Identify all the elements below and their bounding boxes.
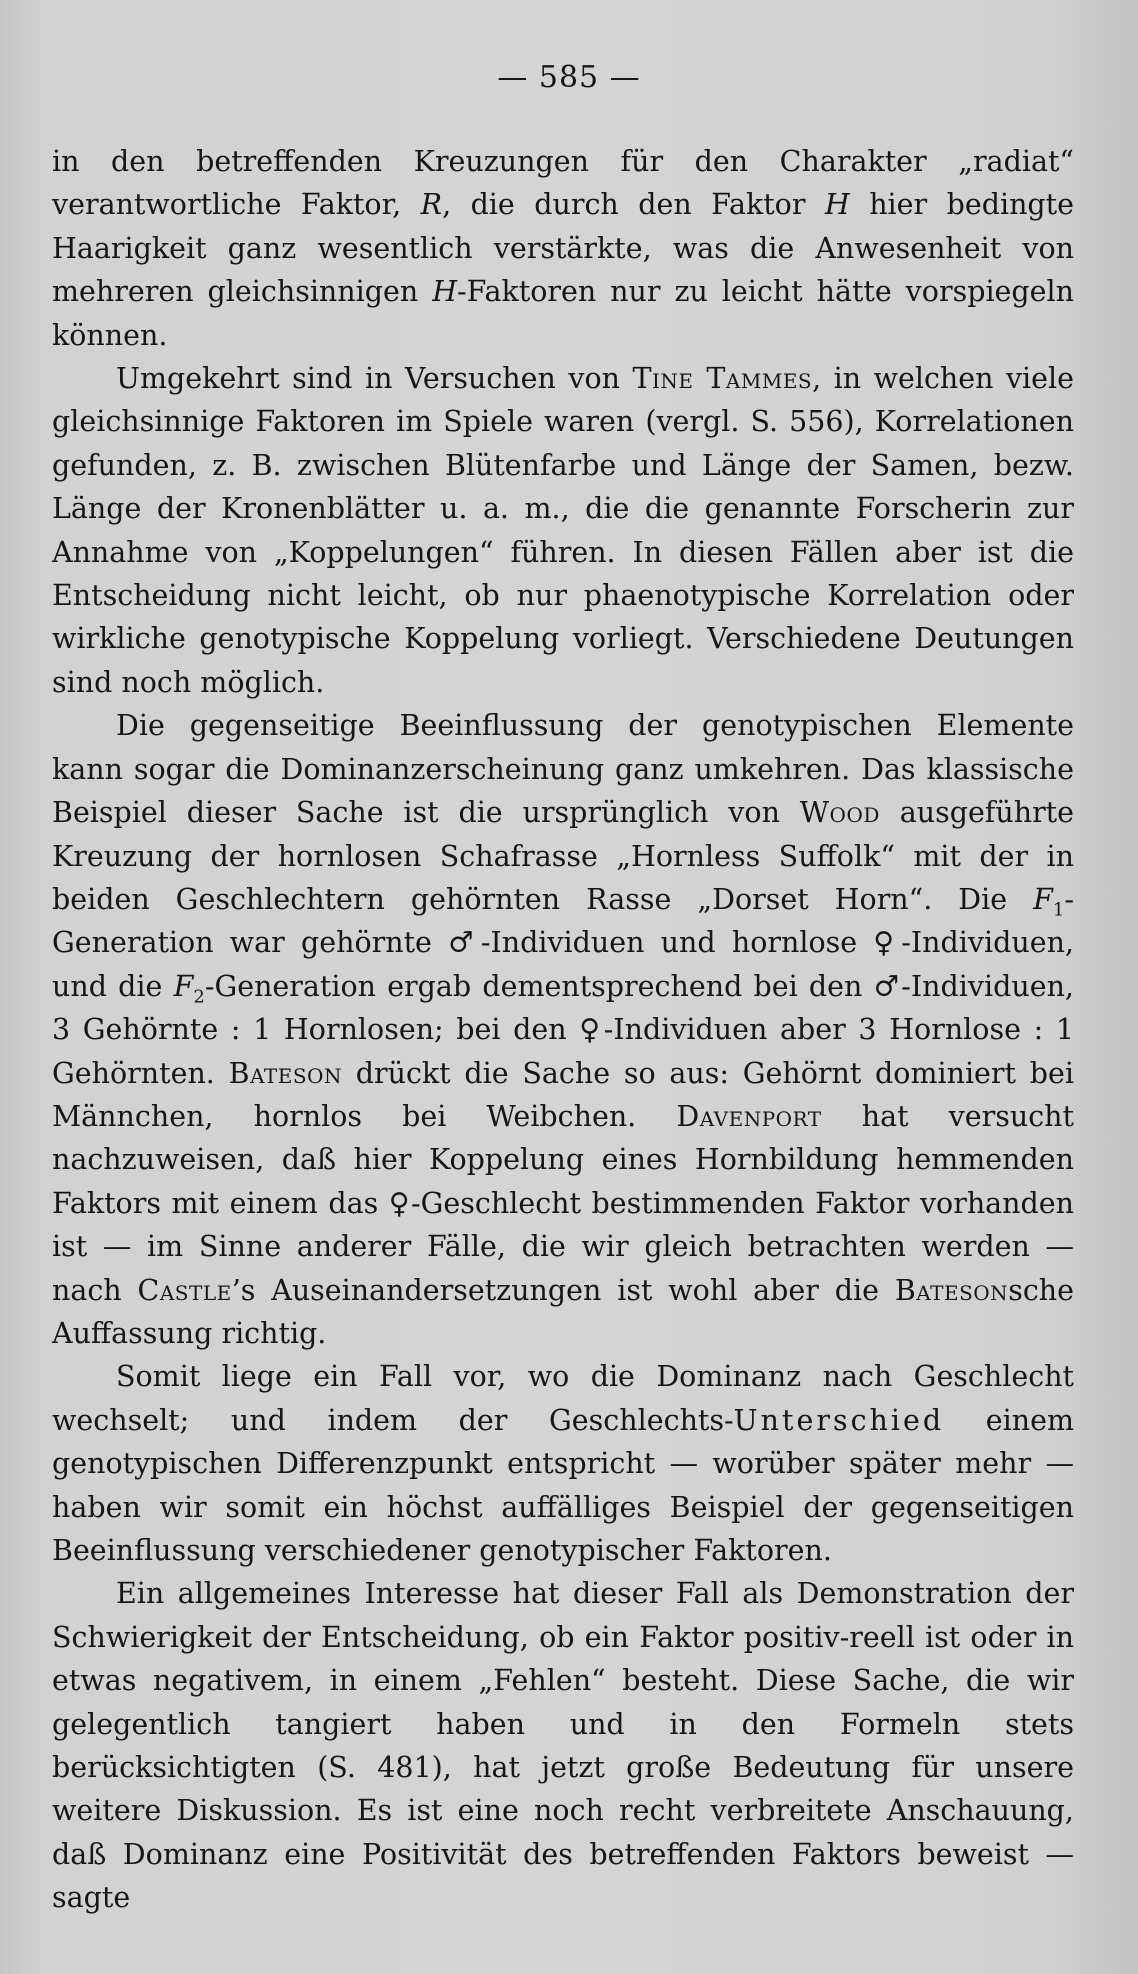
subscript: 1 [1052,899,1065,921]
text-run: sche Auffassung richtig. [52,1273,1074,1350]
author-name: Bateson [894,1273,1009,1307]
text-run: drückt die Sache so aus: Gehörnt dominiert bei Männchen, hornlos bei Weibchen. [52,1056,1074,1133]
body-text [52,140,1074,1920]
italic-symbol: F [1033,882,1053,916]
italic-symbol: H [432,275,458,309]
text-run: -Generation war gehörnte ♂-Individuen und hornlose ♀-Individuen, und die [52,882,1074,1003]
author-name: Tine Tammes [632,362,813,396]
text-run: hier bedingte Haarigkeit ganz wesentlich verstärkte, was die Anwesenheit von mehreren gleichsinnigen [52,188,1074,309]
text-run: -Generation ergab dementsprechend bei den ♂-Individuen, 3 Gehörnte : 1 Hornlosen; bei den ♀-Individuen aber 3 Hornlose : 1 Gehörnten. [52,969,1074,1090]
text-run: ’s Auseinandersetzungen ist wohl aber die [231,1273,895,1307]
text-run: Ein allgemeines Interesse hat dieser Fall als Demonstration der Schwierigkeit der Entscheidung, ob ein Faktor positiv-reell ist oder in etwas negativem, in einem „Fehlen“ besteht. Diese Sache, die wir gelegentlich tangiert haben und in den Formeln stets berücksichtigten (S. 481), hat jetzt große Bedeutung für unsere weitere Diskussion. Es ist eine noch recht verbreitete Anschauung, daß Dominanz eine Positivität des betreffenden Faktors beweist — sagte [52,1577,1074,1915]
text-run: hat versucht nachzuweisen, daß hier Koppelung eines Hornbildung hemmenden Faktors mit einem das ♀-Geschlecht bestimmenden Faktor vorhanden ist — im Sinne anderer Fälle, die wir gleich betrachten werden — nach [52,1099,1074,1307]
page-number: — 585 — [497,60,641,95]
paragraph [52,357,1074,704]
author-name: Castle [137,1273,232,1307]
paragraph [52,704,1074,1355]
italic-symbol: H [824,188,850,222]
subscript: 2 [193,986,205,1008]
text-run: , in welchen viele gleichsinnige Faktoren im Spiele waren (vergl. S. 556), Korrelationen gefunden, z. B. zwischen Blütenfarbe und Länge der Samen, bezw. Länge der Kronenblätter u. a. m., die die genannte Forscherin zur Annahme von „Koppelungen“ führen. In diesen Fällen aber ist die Entscheidung nicht leicht, ob nur phaenotypische Korrelation oder wirkliche genotypische Koppelung vorliegt. Verschiedene Deutungen sind noch möglich. [52,362,1075,699]
text-run: in den betreffenden Kreuzungen für den Charakter „radiat“ verantwortliche Faktor, [52,145,1074,222]
text-run: Umgekehrt sind in Versuchen von [116,362,633,396]
author-name: Bateson [228,1056,342,1090]
text-run: Somit liege ein Fall vor, wo die Dominanz nach Geschlecht wechselt; und indem der Geschlechts- [52,1360,1074,1437]
text-run: Die gegenseitige Beeinflussung der genotypischen Elemente kann sogar die Dominanzerscheinung ganz umkehren. Das klassische Beispiel dieser Sache ist die ursprünglich von [52,709,1074,830]
paragraph [52,1355,1074,1572]
paragraph [52,140,1074,357]
text-run: einem genotypischen Differenzpunkt entspricht — worüber später mehr — haben wir somit ein höchst auffälliges Beispiel der gegenseitigen Beeinflussung verschiedener genotypischer Faktoren. [52,1403,1074,1567]
italic-symbol: R [420,188,443,222]
author-name: Davenport [676,1099,822,1133]
italic-symbol: F [173,969,194,1003]
text-run: , die durch den Faktor [442,188,825,222]
text-run: ausgeführte Kreuzung der hornlosen Schafrasse „Hornless Suffolk“ mit der in beiden Geschlechtern gehörnten Rasse „Dorset Horn“. Die [52,796,1075,916]
text-run: -Faktoren nur zu leicht hätte vorspiegeln können. [52,275,1074,352]
paragraph [52,1572,1074,1919]
text-run: Unterschied [733,1403,945,1437]
author-name: Wood [799,796,880,830]
